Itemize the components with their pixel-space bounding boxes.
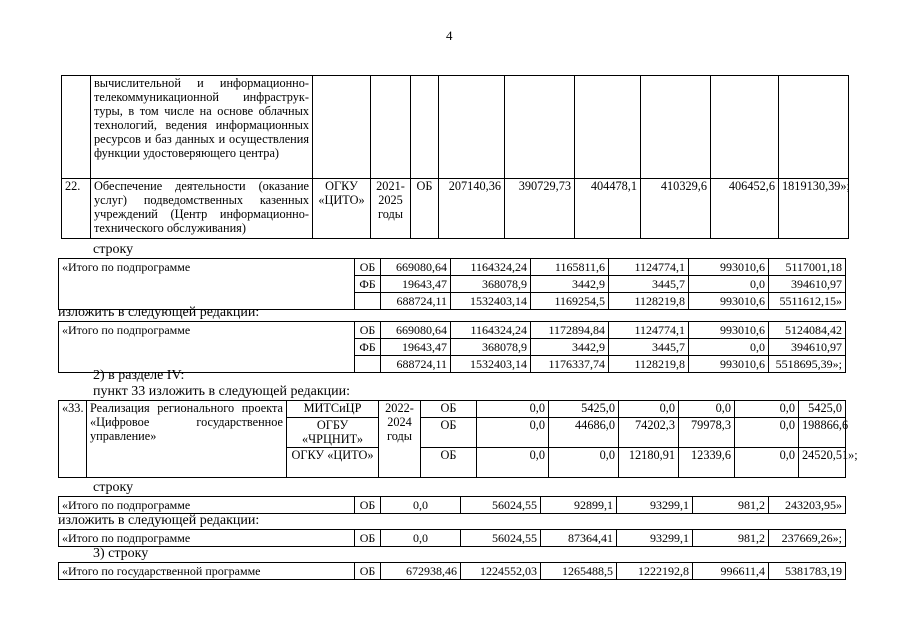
value-cell: 0,0 xyxy=(381,530,461,547)
value-cell: 5117001,18 xyxy=(769,259,846,276)
row-years: 2021-2025 годы xyxy=(371,179,411,239)
row-value: 406452,6 xyxy=(711,179,779,239)
value-cell: 996611,4 xyxy=(693,563,769,580)
value-cell: 237669,26»; xyxy=(769,530,846,547)
value-cell: 1169254,5 xyxy=(531,293,609,310)
source-cell: ОБ xyxy=(421,401,477,418)
continuation-text: вычислительной и информационно-телекоммуникационной инфраструк-туры, в том числе на основе облачных технологий, ведения информационных ресурсов и баз данных и осуществления функции удостоверяющего центра) xyxy=(91,76,313,179)
source-cell xyxy=(355,293,381,310)
value-cell: 44686,0 xyxy=(549,418,619,448)
value-cell: 93299,1 xyxy=(617,497,693,514)
value-cell: 12339,6 xyxy=(679,448,735,478)
executor-cell: ОГБУ «ЧРЦНИТ» xyxy=(287,418,379,448)
value-cell: 368078,9 xyxy=(451,339,531,356)
row-value: 404478,1 xyxy=(575,179,641,239)
value-cell: 0,0 xyxy=(689,339,769,356)
source-cell: ФБ xyxy=(355,339,381,356)
value-cell: 688724,11 xyxy=(381,293,451,310)
value-cell: 1128219,8 xyxy=(609,293,689,310)
source-cell: ФБ xyxy=(355,276,381,293)
value-cell: 5425,0 xyxy=(549,401,619,418)
value-cell: 688724,11 xyxy=(381,356,451,373)
executor-cell: ОГКУ «ЦИТО» xyxy=(287,448,379,478)
value-cell: 56024,55 xyxy=(461,530,541,547)
value-cell: 12180,91 xyxy=(619,448,679,478)
row-value: 410329,6 xyxy=(641,179,711,239)
value-cell: 1164324,24 xyxy=(451,322,531,339)
value-cell: 0,0 xyxy=(619,401,679,418)
value-cell: 993010,6 xyxy=(689,322,769,339)
source-cell: ОБ xyxy=(421,448,477,478)
subtotal-table-new-2 xyxy=(58,529,846,547)
value-cell: 3442,9 xyxy=(531,276,609,293)
source-cell: ОБ xyxy=(355,530,381,547)
value-cell: 0,0 xyxy=(735,418,799,448)
subtotal-label: «Итого по подпрограмме xyxy=(59,530,355,547)
value-cell: 74202,3 xyxy=(619,418,679,448)
value-cell: 0,0 xyxy=(381,497,461,514)
program-table-punkt33 xyxy=(58,400,858,478)
value-cell: 993010,6 xyxy=(689,293,769,310)
value-cell: 0,0 xyxy=(549,448,619,478)
value-cell: 5511612,15» xyxy=(769,293,846,310)
value-cell: 92899,1 xyxy=(541,497,617,514)
value-cell: 1265488,5 xyxy=(541,563,617,580)
value-cell: 0,0 xyxy=(477,401,549,418)
value-cell: 672938,46 xyxy=(381,563,461,580)
row-value: 207140,36 xyxy=(439,179,505,239)
value-cell: 1172894,84 xyxy=(531,322,609,339)
value-cell: 1176337,74 xyxy=(531,356,609,373)
value-cell: 198866,6 xyxy=(799,418,846,448)
value-cell: 5425,0 xyxy=(799,401,846,418)
value-cell: 1128219,8 xyxy=(609,356,689,373)
value-cell: 993010,6 xyxy=(689,259,769,276)
text-section-4: 2) в разделе IV: xyxy=(93,368,185,383)
text-izlozhit: изложить в следующей редакции: xyxy=(58,513,260,528)
value-cell: 5381783,19 xyxy=(769,563,846,580)
value-cell: 394610,97 xyxy=(769,276,846,293)
source-cell: ОБ xyxy=(421,418,477,448)
total-label: «Итого по государственной программе xyxy=(59,563,355,580)
value-cell: 0,0 xyxy=(477,418,549,448)
text-stroku: строку xyxy=(93,480,134,495)
source-cell: ОБ xyxy=(355,563,381,580)
value-cell: 0,0 xyxy=(679,401,735,418)
text-punkt-33: пункт 33 изложить в следующей редакции: xyxy=(93,384,350,399)
value-cell: 243203,95» xyxy=(769,497,846,514)
value-cell: 79978,3 xyxy=(679,418,735,448)
row-name: Обеспечение деятельности (оказание услуг) подведомственных казенных учреждений (Центр информационно-технического обслуживания) xyxy=(91,179,313,239)
value-cell: 19643,47 xyxy=(381,276,451,293)
subtotal-table-old xyxy=(58,258,846,310)
item-name: Реализация регионального проекта «Цифровое государственное управление» xyxy=(87,401,287,478)
value-cell: 0,0 xyxy=(735,448,799,478)
value-cell: 5518695,39»; xyxy=(769,356,846,373)
value-cell: 24520,51»; xyxy=(799,448,846,478)
source-cell: ОБ xyxy=(355,259,381,276)
total-program-table xyxy=(58,562,846,580)
text-stroku: строку xyxy=(93,242,134,257)
value-cell: 394610,97 xyxy=(769,339,846,356)
value-cell: 1165811,6 xyxy=(531,259,609,276)
source-cell xyxy=(355,356,381,373)
value-cell: 981,2 xyxy=(693,530,769,547)
item-number: «33. xyxy=(59,401,87,478)
page-number: 4 xyxy=(446,28,453,43)
value-cell: 0,0 xyxy=(735,401,799,418)
subtotal-table-old-2 xyxy=(58,496,846,514)
source-cell: ОБ xyxy=(355,322,381,339)
value-cell: 1224552,03 xyxy=(461,563,541,580)
value-cell: 0,0 xyxy=(689,276,769,293)
row-value: 390729,73 xyxy=(505,179,575,239)
row-executor: ОГКУ «ЦИТО» xyxy=(313,179,371,239)
executor-cell: МИТСиЦР xyxy=(287,401,379,418)
value-cell: 1124774,1 xyxy=(609,322,689,339)
value-cell: 368078,9 xyxy=(451,276,531,293)
row-value: 1819130,39»; xyxy=(779,179,849,239)
subtotal-label: «Итого по подпрограмме xyxy=(59,497,355,514)
subtotal-label: «Итого по подпрограмме xyxy=(59,322,355,373)
value-cell: 1164324,24 xyxy=(451,259,531,276)
value-cell: 3445,7 xyxy=(609,276,689,293)
value-cell: 1124774,1 xyxy=(609,259,689,276)
value-cell: 1532403,14 xyxy=(451,356,531,373)
value-cell: 93299,1 xyxy=(617,530,693,547)
text-izlozhit: изложить в следующей редакции: xyxy=(58,305,260,320)
value-cell: 19643,47 xyxy=(381,339,451,356)
value-cell: 981,2 xyxy=(693,497,769,514)
value-cell: 5124084,42 xyxy=(769,322,846,339)
value-cell: 993010,6 xyxy=(689,356,769,373)
value-cell: 1532403,14 xyxy=(451,293,531,310)
item-years: 2022-2024 годы xyxy=(379,401,421,478)
source-cell: ОБ xyxy=(355,497,381,514)
subtotal-table-new xyxy=(58,321,846,373)
value-cell: 669080,64 xyxy=(381,322,451,339)
row-number: 22. xyxy=(62,179,91,239)
value-cell: 3442,9 xyxy=(531,339,609,356)
value-cell: 669080,64 xyxy=(381,259,451,276)
value-cell: 56024,55 xyxy=(461,497,541,514)
value-cell: 0,0 xyxy=(477,448,549,478)
text-stroku-3: 3) строку xyxy=(93,546,149,561)
program-table-top xyxy=(61,75,849,239)
value-cell: 1222192,8 xyxy=(617,563,693,580)
value-cell: 87364,41 xyxy=(541,530,617,547)
row-source: ОБ xyxy=(411,179,439,239)
subtotal-label: «Итого по подпрограмме xyxy=(59,259,355,310)
value-cell: 3445,7 xyxy=(609,339,689,356)
